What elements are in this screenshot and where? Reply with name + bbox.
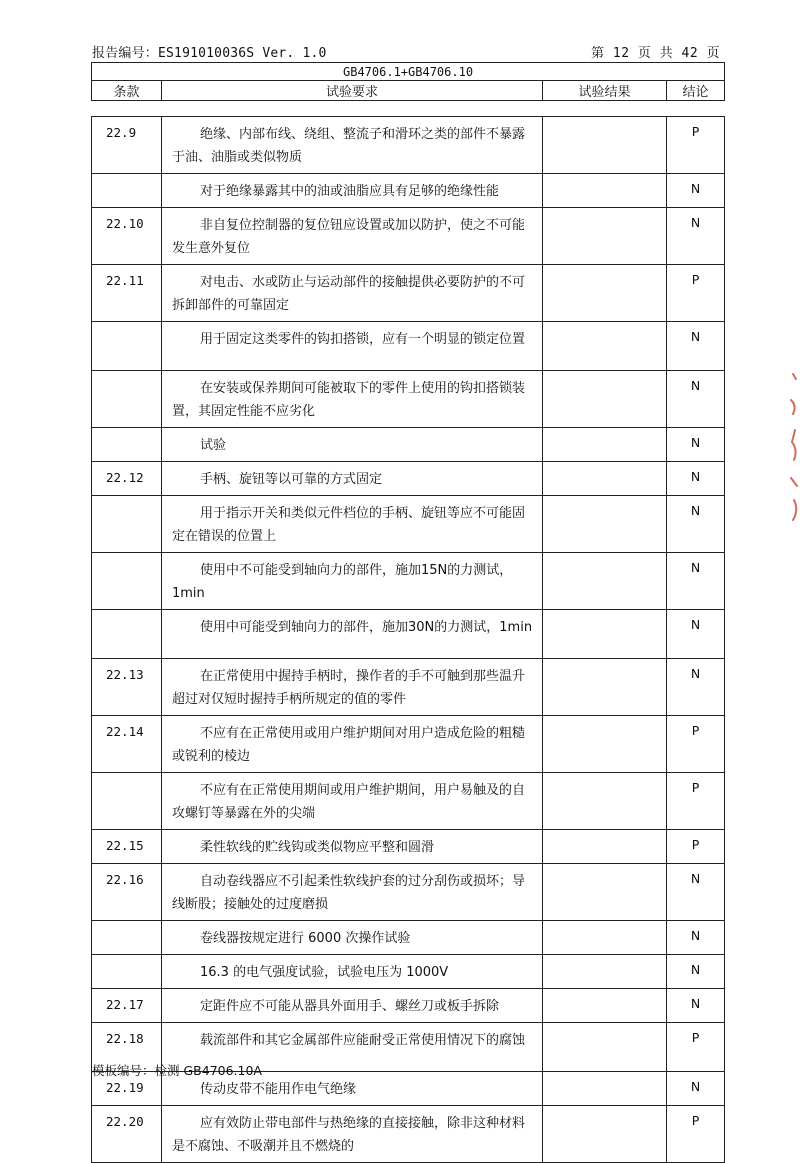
verdict-cell: P — [667, 1106, 725, 1163]
clause-cell — [92, 322, 162, 371]
table-row — [92, 553, 725, 610]
result-cell — [543, 174, 667, 208]
verdict-cell: N — [667, 428, 725, 462]
requirement-text: 自动卷线器应不引起柔性软线护套的过分刮伤或损坏；导线断股；接触处的过度磨损 — [172, 874, 526, 912]
requirement-cell — [162, 1106, 543, 1163]
requirement-text: 不应有在正常使用期间或用户维护期间，用户易触及的自攻螺钉等暴露在外的尖端 — [172, 783, 526, 821]
clause-cell — [92, 553, 162, 610]
requirement-text: 使用中不可能受到轴向力的部件，施加15N的力测试，1min — [172, 563, 513, 601]
clause-cell — [92, 610, 162, 659]
requirement-text: 用于指示开关和类似元件档位的手柄、旋钮等应不可能固定在错误的位置上 — [172, 506, 526, 544]
result-cell — [543, 610, 667, 659]
standard-header-table — [91, 62, 725, 101]
table-row — [92, 989, 725, 1023]
requirement-text: 使用中可能受到轴向力的部件，施加30N的力测试，1min — [200, 620, 533, 635]
table-row — [92, 659, 725, 716]
clause-cell: 22.13 — [92, 659, 162, 716]
requirement-text: 试验 — [200, 438, 227, 453]
result-cell — [543, 371, 667, 428]
clause-cell: 22.16 — [92, 864, 162, 921]
requirement-text: 传动皮带不能用作电气绝缘 — [200, 1082, 357, 1097]
clause-cell: 22.20 — [92, 1106, 162, 1163]
table-row — [92, 955, 725, 989]
verdict-cell: N — [667, 955, 725, 989]
requirement-cell — [162, 610, 543, 659]
requirement-cell — [162, 955, 543, 989]
result-cell — [543, 496, 667, 553]
table-body — [92, 117, 725, 1163]
result-cell — [543, 921, 667, 955]
requirement-cell — [162, 553, 543, 610]
result-cell — [543, 955, 667, 989]
verdict-cell: N — [667, 496, 725, 553]
verdict-cell: N — [667, 553, 725, 610]
requirement-cell — [162, 773, 543, 830]
clause-cell: 22.19 — [92, 1072, 162, 1106]
table-row — [92, 864, 725, 921]
clause-cell: 22.9 — [92, 117, 162, 174]
clause-cell — [92, 773, 162, 830]
template-number: 模板编号：检测 GB4706.10A — [92, 1063, 262, 1078]
result-cell — [543, 989, 667, 1023]
table-row — [92, 610, 725, 659]
table-row — [92, 174, 725, 208]
clause-cell — [92, 496, 162, 553]
verdict-cell: N — [667, 1072, 725, 1106]
result-cell — [543, 208, 667, 265]
verdict-cell: N — [667, 864, 725, 921]
page-number: 第 12 页 共 42 页 — [591, 46, 720, 61]
verdict-cell: N — [667, 659, 725, 716]
requirement-text: 对电击、水或防止与运动部件的接触提供必要防护的不可拆卸部件的可靠固定 — [172, 275, 526, 313]
result-cell — [543, 265, 667, 322]
result-cell — [543, 462, 667, 496]
table-row — [92, 1106, 725, 1163]
table-row — [92, 117, 725, 174]
result-cell — [543, 830, 667, 864]
table-row — [92, 462, 725, 496]
requirement-cell — [162, 117, 543, 174]
result-cell — [543, 773, 667, 830]
table-row — [92, 208, 725, 265]
result-cell — [543, 1106, 667, 1163]
clause-cell — [92, 921, 162, 955]
table-row — [92, 921, 725, 955]
verdict-cell: N — [667, 610, 725, 659]
table-row — [92, 371, 725, 428]
test-requirements-table — [91, 116, 725, 1163]
verdict-cell: N — [667, 989, 725, 1023]
clause-cell: 22.10 — [92, 208, 162, 265]
requirement-text: 载流部件和其它金属部件应能耐受正常使用情况下的腐蚀 — [200, 1033, 526, 1048]
requirement-text: 在安装或保养期间可能被取下的零件上使用的钩扣搭锁装置，其固定性能不应劣化 — [172, 381, 526, 419]
result-cell — [543, 716, 667, 773]
result-cell — [543, 322, 667, 371]
result-cell — [543, 864, 667, 921]
standard-title: GB4706.1+GB4706.10 — [92, 63, 725, 81]
table-row — [92, 716, 725, 773]
table-row — [92, 428, 725, 462]
requirement-text: 应有效防止带电部件与热绝缘的直接接触，除非这种材料是不腐蚀、不吸潮并且不燃烧的 — [172, 1116, 526, 1154]
table-row — [92, 496, 725, 553]
result-cell — [543, 1072, 667, 1106]
clause-cell: 22.17 — [92, 989, 162, 1023]
requirement-text: 手柄、旋钮等以可靠的方式固定 — [200, 472, 383, 487]
requirement-cell — [162, 989, 543, 1023]
result-cell — [543, 659, 667, 716]
verdict-cell: N — [667, 921, 725, 955]
table-row — [92, 322, 725, 371]
requirement-text: 绝缘、内部布线、绕组、整流子和滑环之类的部件不暴露于油、油脂或类似物质 — [172, 127, 526, 165]
verdict-cell: P — [667, 1023, 725, 1072]
requirement-cell — [162, 265, 543, 322]
result-cell — [543, 553, 667, 610]
clause-cell: 22.18 — [92, 1023, 162, 1072]
requirement-text: 柔性软线的贮线钩或类似物应平整和圆滑 — [200, 840, 435, 855]
requirement-cell — [162, 371, 543, 428]
requirement-cell — [162, 322, 543, 371]
requirement-cell — [162, 830, 543, 864]
result-cell — [543, 117, 667, 174]
clause-cell: 22.14 — [92, 716, 162, 773]
verdict-cell: N — [667, 371, 725, 428]
clause-cell: 22.12 — [92, 462, 162, 496]
verdict-cell: P — [667, 830, 725, 864]
requirement-cell — [162, 208, 543, 265]
verdict-cell: N — [667, 322, 725, 371]
column-header-clause: 条款 — [92, 81, 162, 101]
requirement-text: 定距件应不可能从器具外面用手、螺丝刀或板手拆除 — [200, 999, 500, 1014]
verdict-cell: P — [667, 265, 725, 322]
clause-cell — [92, 174, 162, 208]
verdict-cell: P — [667, 773, 725, 830]
requirement-text: 不应有在正常使用或用户维护期间对用户造成危险的粗糙或锐利的棱边 — [172, 726, 526, 764]
clause-cell: 22.11 — [92, 265, 162, 322]
requirement-cell — [162, 428, 543, 462]
verdict-cell: N — [667, 462, 725, 496]
seal-stamp-edge — [789, 370, 800, 530]
column-header-requirement: 试验要求 — [162, 81, 543, 101]
table-row — [92, 830, 725, 864]
requirement-text: 16.3 的电气强度试验，试验电压为 1000V — [200, 965, 449, 980]
verdict-cell: N — [667, 174, 725, 208]
requirement-text: 非自复位控制器的复位钮应设置或加以防护，使之不可能发生意外复位 — [172, 218, 526, 256]
report-number: 报告编号：ES191010036S Ver. 1.0 — [92, 46, 327, 61]
clause-cell — [92, 428, 162, 462]
requirement-text: 卷线器按规定进行 6000 次操作试验 — [200, 931, 411, 946]
result-cell — [543, 428, 667, 462]
requirement-cell — [162, 496, 543, 553]
table-row — [92, 773, 725, 830]
clause-cell: 22.15 — [92, 830, 162, 864]
clause-cell — [92, 955, 162, 989]
clause-cell — [92, 371, 162, 428]
requirement-text: 对于绝缘暴露其中的油或油脂应具有足够的绝缘性能 — [200, 184, 500, 199]
requirement-text: 在正常使用中握持手柄时，操作者的手不可触到那些温升超过对仅短时握持手柄所规定的值的零件 — [172, 669, 526, 707]
requirement-cell — [162, 864, 543, 921]
table-row — [92, 265, 725, 322]
column-header-result: 试验结果 — [543, 81, 667, 101]
verdict-cell: P — [667, 117, 725, 174]
verdict-cell: P — [667, 716, 725, 773]
requirement-cell — [162, 659, 543, 716]
requirement-text: 用于固定这类零件的钩扣搭锁，应有一个明显的锁定位置 — [200, 332, 526, 347]
requirement-cell — [162, 174, 543, 208]
column-header-verdict: 结论 — [667, 81, 725, 101]
requirement-cell — [162, 462, 543, 496]
requirement-cell — [162, 921, 543, 955]
result-cell — [543, 1023, 667, 1072]
requirement-cell — [162, 716, 543, 773]
verdict-cell: N — [667, 208, 725, 265]
